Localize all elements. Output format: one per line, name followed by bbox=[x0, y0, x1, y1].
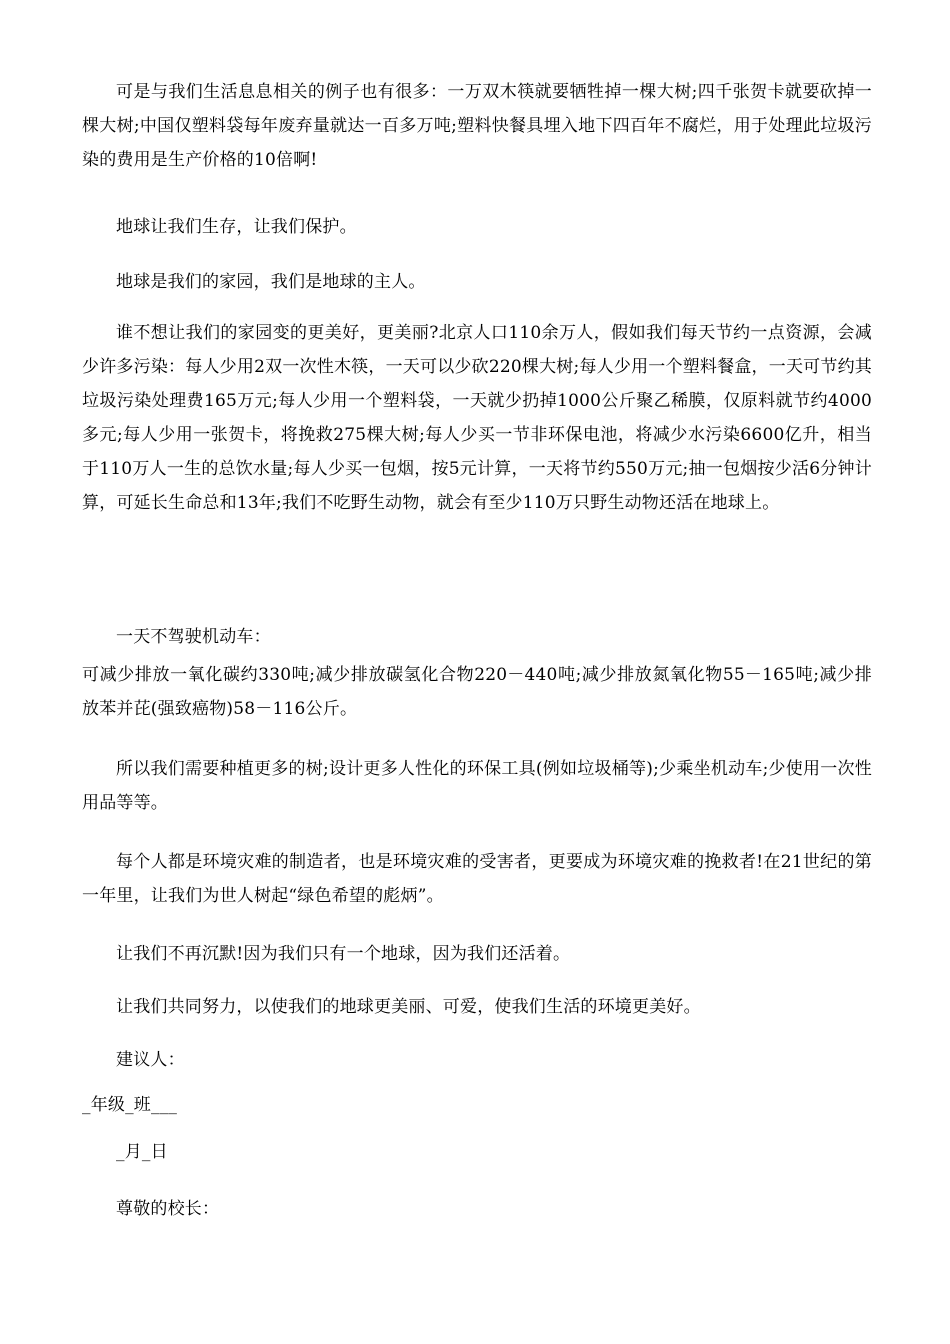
paragraph-not-silent: 让我们不再沉默!因为我们只有一个地球，因为我们还活着。 bbox=[116, 944, 571, 964]
paragraph-work-together: 让我们共同努力，以使我们的地球更美丽、可爱，使我们生活的环境更美好。 bbox=[116, 997, 701, 1017]
paragraph-no-driving-heading: 一天不驾驶机动车： bbox=[116, 627, 271, 647]
grade-class-line: _年级_班___ bbox=[82, 1095, 178, 1115]
salutation: 尊敬的校长： bbox=[116, 1199, 220, 1219]
paragraph-everyone-responsible: 每个人都是环境灾难的制造者，也是环境灾难的受害者，更要成为环境灾难的挽救者!在21世纪的第一年里，让我们为世人树起“绿色希望的彪炳”。 bbox=[82, 852, 872, 906]
date-line: _月_日 bbox=[116, 1142, 168, 1162]
signature-label: 建议人： bbox=[116, 1050, 185, 1070]
paragraph-beijing-savings: 谁不想让我们的家园变的更美好，更美丽?北京人口110余万人，假如我们每天节约一点资源，会减少许多污染：每人少用2双一次性木筷，一天可以少砍220棵大树;每人少用一个塑料餐盒，一天可节约其垃圾污染处理费165万元;每人少用一个塑料袋，一天就少扔掉1000公斤聚乙稀膜，仅原料就节约4000多元;每人少用一张贺卡，将挽救275棵大树;每人少买一节非环保电池，将减少水污染6600亿升，相当于110万人一生的总饮水量;每人少买一包烟，按5元计算，一天将节约550万元;抽一包烟按少活6分钟计算，可延长生命总和13年;我们不吃野生动物，就会有至少110万只野生动物还活在地球上。 bbox=[82, 323, 872, 513]
paragraph-emission-reduction: 可减少排放一氧化碳约330吨;减少排放碳氢化合物220－440吨;减少排放氮氧化物55－165吨;减少排放苯并芘(强致癌物)58－116公斤。 bbox=[82, 665, 872, 719]
paragraph-examples: 可是与我们生活息息相关的例子也有很多：一万双木筷就要牺牲掉一棵大树;四千张贺卡就要砍掉一棵大树;中国仅塑料袋每年废弃量就达一百多万吨;塑料快餐具埋入地下四百年不腐烂，用于处理此垃圾污染的费用是生产价格的10倍啊! bbox=[82, 82, 872, 170]
paragraph-plant-trees: 所以我们需要种植更多的树;设计更多人性化的环保工具(例如垃圾桶等);少乘坐机动车;少使用一次性用品等等。 bbox=[82, 759, 872, 813]
paragraph-earth-protect: 地球让我们生存，让我们保护。 bbox=[116, 217, 357, 237]
paragraph-earth-home: 地球是我们的家园，我们是地球的主人。 bbox=[116, 272, 426, 292]
